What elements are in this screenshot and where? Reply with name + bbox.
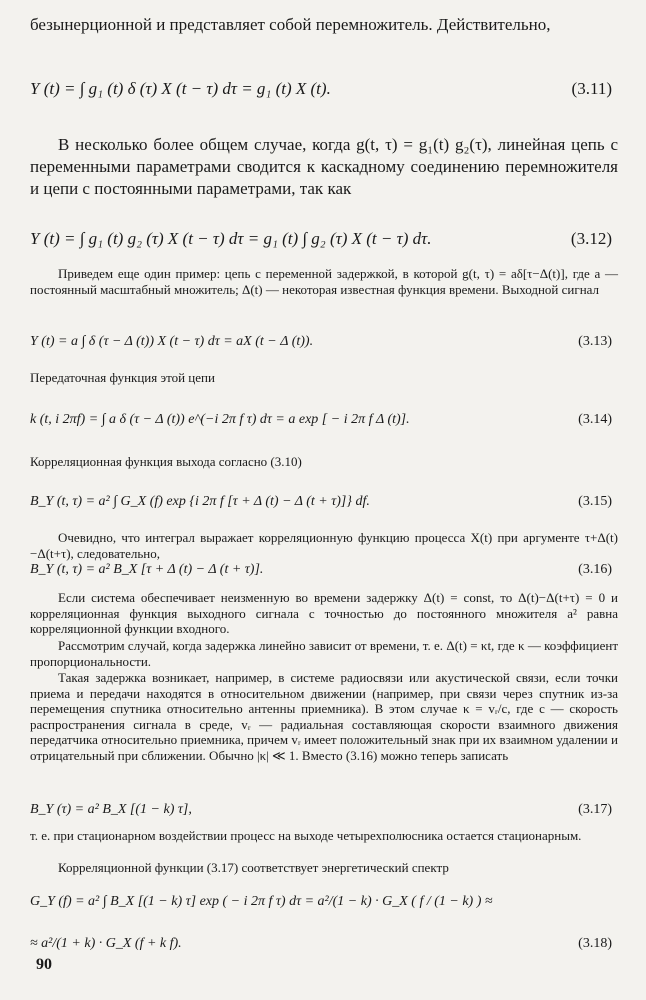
equation-number: (3.17): [578, 802, 612, 817]
paragraph-10: т. е. при стационарном воздействии процесс на выходе четырехполюсника остается стационарным.: [30, 828, 582, 843]
paragraph-8: Рассмотрим случай, когда задержка линейно зависит от времени, т. е. Δ(t) = κt, где κ — коэффициент пропорциональности.: [30, 638, 618, 669]
paragraph-2: В несколько более общем случае, когда g(t, τ) = g₁(t) g₂(τ), линейная цепь с переменными параметрами сводится к каскадному соединению перемножителя и цепи с постоянными параметрами, так как: [30, 135, 618, 198]
paragraph-7: Если система обеспечивает неизменную во времени задержку Δ(t) = const, то Δ(t)−Δ(t+τ) = 0 и корреляционная функция выходного сигнала с точностью до постоянного множителя a² равна корреляционной функции входного.: [30, 590, 618, 636]
equation-body: B_Y (t, τ) = a² ∫ G_X (f) exp {i 2π f [τ + Δ (t) − Δ (t + τ)]} df.: [30, 494, 370, 509]
equation-number: (3.14): [578, 412, 612, 427]
equation-number: (3.15): [578, 494, 612, 509]
equation-number: (3.18): [578, 936, 612, 951]
equation-body: Y (t) = ∫ g₁ (t) δ (τ) X (t − τ) dτ = g₁ (t) X (t).: [30, 79, 331, 98]
equation-body: B_Y (τ) = a² B_X [(1 − k) τ],: [30, 802, 192, 817]
equation-number: (3.13): [578, 334, 612, 349]
equation-body: B_Y (t, τ) = a² B_X [τ + Δ (t) − Δ (t + τ)].: [30, 562, 264, 577]
equation-body: Y (t) = a ∫ δ (τ − Δ (t)) X (t − τ) dτ = aX (t − Δ (t)).: [30, 334, 314, 349]
equation-body: G_Y (f) = a² ∫ B_X [(1 − k) τ] exp ( − i 2π f τ) dτ = a²/(1 − k) · G_X ( f / (1 − k) ) ≈: [30, 894, 493, 909]
paragraph-1: безынерционной и представляет собой перемножитель. Действительно,: [30, 15, 551, 34]
equation-body: ≈ a²/(1 + k) · G_X (f + k f).: [30, 936, 182, 951]
equation-number: (3.12): [570, 229, 612, 248]
equation-body: Y (t) = ∫ g₁ (t) g₂ (τ) X (t − τ) dτ = g₁ (t) ∫ g₂ (τ) X (t − τ) dτ.: [30, 229, 432, 248]
equation-number: (3.11): [571, 79, 612, 98]
paragraph-5: Корреляционная функция выхода согласно (3.10): [30, 454, 302, 469]
equation-body: k (t, i 2πf) = ∫ a δ (τ − Δ (t)) e^(−i 2π f τ) dτ = a exp [ − i 2π f Δ (t)].: [30, 412, 410, 427]
paragraph-3: Приведем еще один пример: цепь с переменной задержкой, в которой g(t, τ) = aδ[τ−Δ(t)], где a — постоянный масштабный множитель; Δ(t) — некоторая известная функция времени. Выходной сигнал: [30, 266, 618, 297]
paragraph-4: Передаточная функция этой цепи: [30, 370, 215, 385]
page-number: 90: [36, 956, 52, 973]
equation-number: (3.16): [578, 562, 612, 577]
paragraph-9: Такая задержка возникает, например, в системе радиосвязи или акустической связи, если точки приема и передачи находятся в относительном движении (например, при связи через спутник из-за перемещения спутника относительно антенны приемника). В этом случае κ = vᵣ/c, где c — скорость распространения сигнала в среде, vᵣ — радиальная составляющая скорости взаимного движения передатчика относительно приемника, причем vᵣ имеет положительный знак при их взаимном удалении и отрицательный при сближении. Обычно |κ| ≪ 1. Вместо (3.16) можно теперь записать: [30, 670, 618, 763]
paragraph-11: Корреляционной функции (3.17) соответствует энергетический спектр: [58, 860, 449, 875]
paragraph-6: Очевидно, что интеграл выражает корреляционную функцию процесса X(t) при аргументе τ+Δ(t)−Δ(t+τ), следовательно,: [30, 530, 618, 561]
